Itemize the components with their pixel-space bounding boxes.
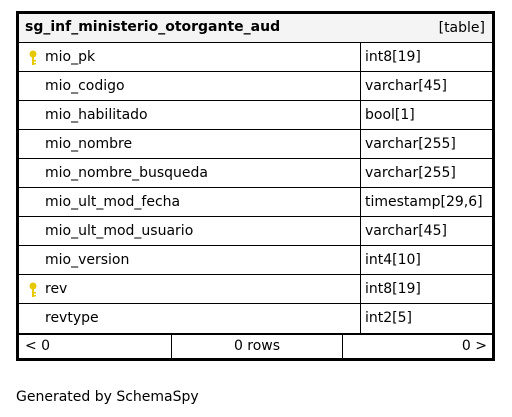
column-type: int4[10] (365, 252, 421, 268)
column-row[interactable] (19, 188, 492, 217)
column-type: varchar[45] (365, 78, 447, 94)
table-name[interactable]: sg_inf_ministerio_otorgante_aud (25, 19, 281, 35)
key-icon (28, 50, 38, 66)
column-name: mio_nombre (45, 136, 133, 152)
column-name: revtype (45, 310, 99, 326)
column-row[interactable] (19, 130, 492, 159)
column-name: mio_ult_mod_fecha (45, 194, 181, 210)
column-name: mio_nombre_busqueda (45, 165, 209, 181)
column-row[interactable] (19, 275, 492, 304)
column-name: mio_ult_mod_usuario (45, 223, 194, 239)
column-row[interactable] (19, 246, 492, 275)
column-name: mio_pk (45, 49, 96, 65)
column-type: int8[19] (365, 49, 421, 65)
column-type: varchar[255] (365, 136, 456, 152)
column-type: int2[5] (365, 310, 412, 326)
column-row[interactable] (19, 43, 492, 72)
column-name: rev (45, 281, 68, 297)
parents-count[interactable]: < 0 (25, 338, 51, 354)
row-count: 0 rows (171, 335, 343, 358)
column-name: mio_habilitado (45, 107, 148, 123)
column-row[interactable] (19, 159, 492, 188)
column-row[interactable] (19, 217, 492, 246)
column-name: mio_version (45, 252, 130, 268)
table-kind: [table] (438, 20, 485, 36)
column-type: bool[1] (365, 107, 415, 123)
column-row[interactable] (19, 101, 492, 130)
table-footer (19, 335, 492, 358)
table-header (19, 14, 492, 43)
table-box (16, 11, 495, 361)
column-name: mio_codigo (45, 78, 125, 94)
column-row[interactable] (19, 72, 492, 101)
column-type: varchar[45] (365, 223, 447, 239)
children-count[interactable]: 0 > (461, 338, 487, 354)
column-type: varchar[255] (365, 165, 456, 181)
column-type: int8[19] (365, 281, 421, 297)
key-icon (28, 282, 38, 298)
column-type: timestamp[29,6] (365, 194, 483, 210)
column-row[interactable] (19, 304, 492, 335)
generated-by-credit: Generated by SchemaSpy (16, 389, 199, 405)
